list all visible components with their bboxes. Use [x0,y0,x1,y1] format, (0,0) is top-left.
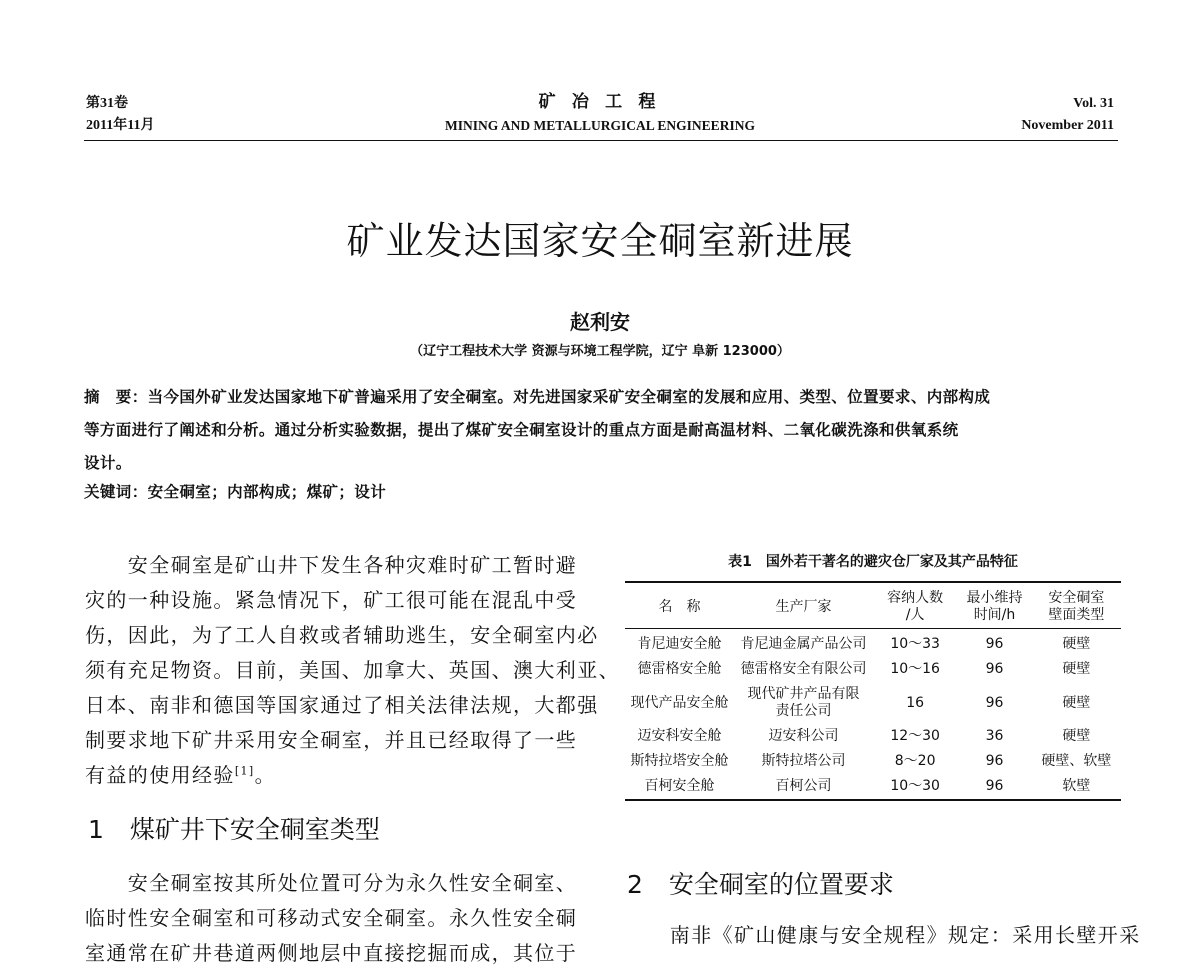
keywords-label: 关键词： [84,483,148,501]
section-number: 1 [88,815,104,844]
table-cell: 现代产品安全舱 [630,694,729,711]
intro-text: 有益的使用经验 [85,763,235,787]
table-cell: 百柯安全舱 [644,778,715,794]
table-cell: 百柯公司 [775,778,832,794]
table-cell: 96 [985,753,1004,769]
intro-line: 伤，因此，为了工人自救或者辅助逃生，安全硐室内必 [85,623,599,647]
abstract-text: 当今国外矿业发达国家地下矿普遍采用了安全硐室。对先进国家采矿安全硐室的发展和应用、类型、位置要求、内部构成 [147,388,991,406]
table-cell: 肯尼迪安全舱 [637,636,722,652]
punct: 。 [254,763,277,787]
journal-title-cn: 矿 冶 工 程 [538,92,662,111]
table-cell: 36 [985,728,1004,744]
table-cell: 迈安科公司 [768,728,839,744]
author: 赵利安 [570,310,630,334]
section-title: 安全硐室的位置要求 [668,870,894,899]
table-cell: 肯尼迪金属产品公司 [740,636,867,652]
section-1-heading [88,814,380,846]
table-cell: 硬壁 [1062,636,1091,652]
table-cell: 16 [906,694,925,711]
table-cell: 96 [985,694,1004,711]
table-header-cell: 容纳人数 /人 [887,590,944,623]
table-cell: 10～33 [890,636,940,652]
section-2-heading [627,869,894,901]
table-row [625,629,1121,658]
table-cell: 96 [985,661,1004,677]
table-row [625,724,1121,749]
table-cell: 12～30 [890,728,940,744]
table-cell: 现代矿井产品有限 责任公司 [747,686,860,719]
table-cell: 德雷格安全舱 [637,661,722,677]
table-caption: 表1 国外若干著名的避灾仓厂家及其产品特征 [728,554,1018,570]
table-cell: 硬壁 [1062,694,1091,711]
keywords [84,481,386,503]
table-row [625,774,1121,800]
journal-title-en: MINING AND METALLURGICAL ENGINEERING [445,118,755,133]
table-cell: 斯特拉塔安全舱 [630,753,729,769]
abstract-line-1 [84,386,990,408]
abstract-line-3: 设计。 [84,454,132,472]
table-row [625,682,1121,724]
table-cell: 96 [985,778,1004,794]
section-title: 煤矿井下安全硐室类型 [129,815,380,844]
table-header-cell: 最小维持 时间/h [966,590,1023,623]
table-cell: 硬壁 [1062,728,1091,744]
intro-paragraph [85,548,620,793]
date-cn: 2011年11月 [86,118,155,133]
affiliation: （辽宁工程技术大学 资源与环境工程学院，辽宁 阜新 123000） [410,344,790,359]
intro-line: 日本、南非和德国等国家通过了相关法律法规，大都强 [85,693,599,717]
intro-line: 灾的一种设施。紧急情况下，矿工很可能在混乱中受 [85,588,578,612]
intro-last-line [85,758,555,793]
volume-cn: 第31卷 [86,96,128,111]
date-en: November 2011 [1021,118,1114,133]
table-header-cell: 名 称 [658,598,701,615]
abstract-label: 摘 要： [84,388,148,406]
table-cell: 10～30 [890,778,940,794]
table-cell: 硬壁 [1062,661,1091,677]
body-line: 南非《矿山健康与安全规程》规定：采用长壁开采 [627,923,1141,947]
table-row [625,749,1121,774]
table-cell: 10～16 [890,661,940,677]
table-header-cell: 安全硐室 壁面类型 [1048,590,1105,623]
body-line: 临时性安全硐室和可移动式安全硐室。永久性安全硐 [85,906,578,930]
abstract-line-2: 等方面进行了阐述和分析。通过分析实验数据，提出了煤矿安全硐室设计的重点方面是耐高温材料、二氧化碳洗涤和供氧系统 [84,421,959,439]
table-cell: 迈安科安全舱 [637,728,722,744]
article-title: 矿业发达国家安全硐室新进展 [346,219,854,263]
table-cell: 硬壁、软壁 [1041,753,1112,769]
section-1-paragraph [85,866,578,971]
table-header-cell: 生产厂家 [775,598,832,615]
intro-line: 制要求地下矿井采用安全硐室，并且已经取得了一些 [85,728,578,752]
intro-line: 须有充足物资。目前，美国、加拿大、英国、澳大利亚、 [85,658,620,682]
intro-line: 安全硐室是矿山井下发生各种灾难时矿工暂时避 [85,553,578,577]
table-1 [625,581,1121,801]
citation[interactable]: [1] [234,764,255,778]
table-row [625,657,1121,682]
table-cell: 德雷格安全有限公司 [740,661,867,677]
table-cell: 96 [985,636,1004,652]
section-number: 2 [627,870,643,899]
table-cell: 斯特拉塔公司 [761,753,846,769]
body-line: 安全硐室按其所处位置可分为永久性安全硐室、 [85,871,578,895]
table-cell: 8～20 [894,753,936,769]
volume-en: Vol. 31 [1073,96,1114,111]
keywords-text: 安全硐室；内部构成；煤矿；设计 [147,483,387,501]
header-rule [84,140,1118,141]
body-line: 室通常在矿井巷道两侧地层中直接挖掘而成，其位于 [85,941,578,965]
section-2-paragraph [627,918,1141,953]
table-cell: 软壁 [1062,778,1091,794]
